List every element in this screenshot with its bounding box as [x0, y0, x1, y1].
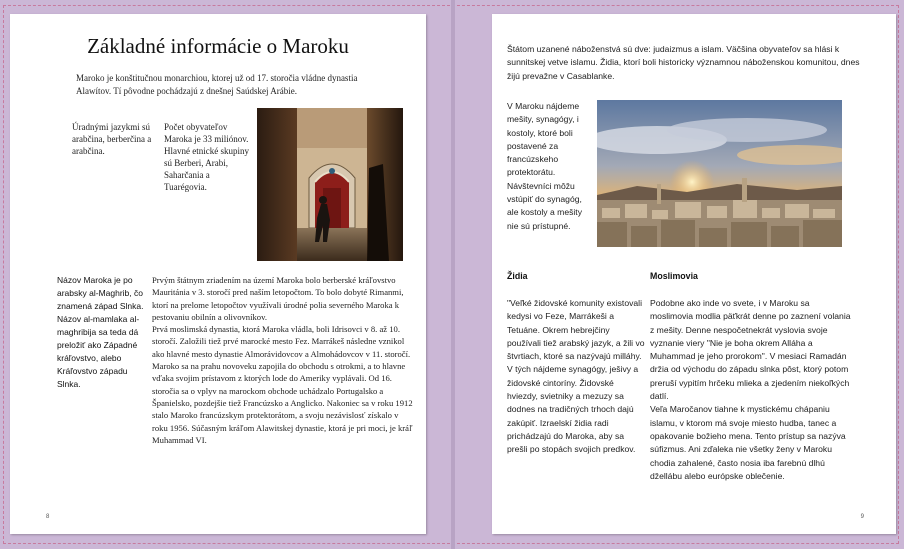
muslims-paragraph: Veľa Maročanov tiahne k mystickému chápaniu islamu, v ktorom má svoje miesto hudba, tanec a opakovanie božieho mena. Tento prístup sa nazýva súfizmus. Ani zďaleka nie všetky ženy v Maroku chodia zahalené, často nosia iba farebnú dlhú džellábu alebo európske oblečenie.	[650, 404, 846, 481]
muslims-paragraph: Podobne ako inde vo svete, i v Maroku sa moslimovia modlia päťkrát denne po zaznení volania z mešity. Denne nespočetnekrát vyslovia svoje vyznanie viery "Nie je boha okrem Alláha a Muhammad je jeho prorokom". V mesiaci Ramadán držia od východu do západu slnka pôst, ktorý potom preruší vypitím hrčeku mlieka a zjedením niekoľkých datlí.	[650, 298, 851, 402]
places-of-worship-paragraph: V Maroku nájdeme mešity, synagógy, i kostoly, ktoré boli postavené za francúzskeho protektorátu. Návštevníci môžu vstúpiť do synagóg, ale kostoly a mešity nie sú prístupné.	[507, 101, 582, 231]
history-paragraph: Prvá moslimská dynastia, ktorá Maroka vládla, boli Idrisovci v 8. až 10. storočí. Založili tiež prvé marocké mesto Fez. Marrákeš následne vznikol ako hlavné mesto dynastie Almorávidovcov a Almohádovcov v 11. storočí. Maroko sa na prahu novoveku zapojila do obchodu s otrokmi, a to hlavne vďaka svojim prístavom z ktorých lode do Ameriky vyplávali. Od 16. storočia sa o vplyv na marockom obchode uchádzalo Portugalsko a Španielsko, pozdejšie tiež Francúzsko a Anglicko. Nakoniec sa v roku 1912 stalo Maroko francúzskym protektorátom, a svoju nezávislosť získalo v roku 1956. Súčasným kráľom Alawitskej dynastie, ktorá je pri moci, je kráľ Muhammad VI.	[152, 324, 413, 445]
fez-alley-photo[interactable]	[257, 108, 403, 261]
page-number: 8	[46, 514, 50, 520]
spine	[451, 0, 455, 549]
jews-heading: Židia	[507, 271, 528, 281]
left-page[interactable]	[10, 14, 426, 534]
country-name-paragraph: Názov Maroka je po arabsky al-Maghrib, čo znamená západ Slnka. Názov al-mamlaka al-maghribija sa teda dá preložiť ako Západné kráľovstvo, alebo Kráľovstvo západu Slnka.	[57, 275, 144, 389]
languages-paragraph: Úradnými jazykmi sú arabčina, berberčina a arabčina.	[72, 122, 152, 156]
intro-paragraph: Maroko je konštitučnou monarchiou, ktorej už od 17. storočia vládne dynastia Alawítov. Tí pôvodne pochádzajú z dnešnej Saúdskej Arábie.	[76, 73, 358, 96]
right-page[interactable]	[492, 14, 896, 534]
muslims-section	[650, 297, 853, 483]
population-paragraph: Počet obyvateľov Maroka je 33 miliónov. Hlavné etnické skupiny sú Berberi, Arabi, Saharčania a Tuarégovia.	[164, 122, 249, 192]
history-section	[152, 274, 414, 446]
muslims-heading: Moslimovia	[650, 271, 698, 281]
jews-paragraph: "Veľké židovské komunity existovali kedysi vo Feze, Marrákeši a Tetuáne. Okrem hebrejčiny používali tiež arabský jazyk, a žili vo štvrtiach, ktoré sa nazývajú milláhy. V tých nájdeme synagógy, ješivy a židovské cintoríny. Židovské hviezdy, svietniky a mezuzy sa dodnes na tradičných trhoch dajú zakúpiť. Izraelskí židia radi prichádzajú do Maroka, aby sa prešli po stopách svojich predkov.	[507, 298, 645, 455]
page-title: Základné informácie o Maroku	[87, 34, 349, 58]
religion-intro-paragraph: Štátom uzanené náboženstvá sú dve: judaizmus a islam. Väčšina obyvateľov sa hlási k sunnitskej vetve islamu. Židia, ktorí boli historicky významnou náboženskou komunitou, dnes žijú prevažne v Casablanke.	[507, 44, 860, 81]
history-paragraph: Prvým štátnym zriadením na území Maroka bolo berberské kráľovstvo Mauritánia v 3. storočí pred naším letopočtom. To bolo dobyté Rimanmi, ktorí na prelome letopočtov využívali úrodné polia severného Maroka k pestovaniu obilnín a olivovníkov.	[152, 275, 404, 322]
city-skyline-photo[interactable]	[597, 100, 842, 247]
page-number: 9	[860, 514, 864, 520]
